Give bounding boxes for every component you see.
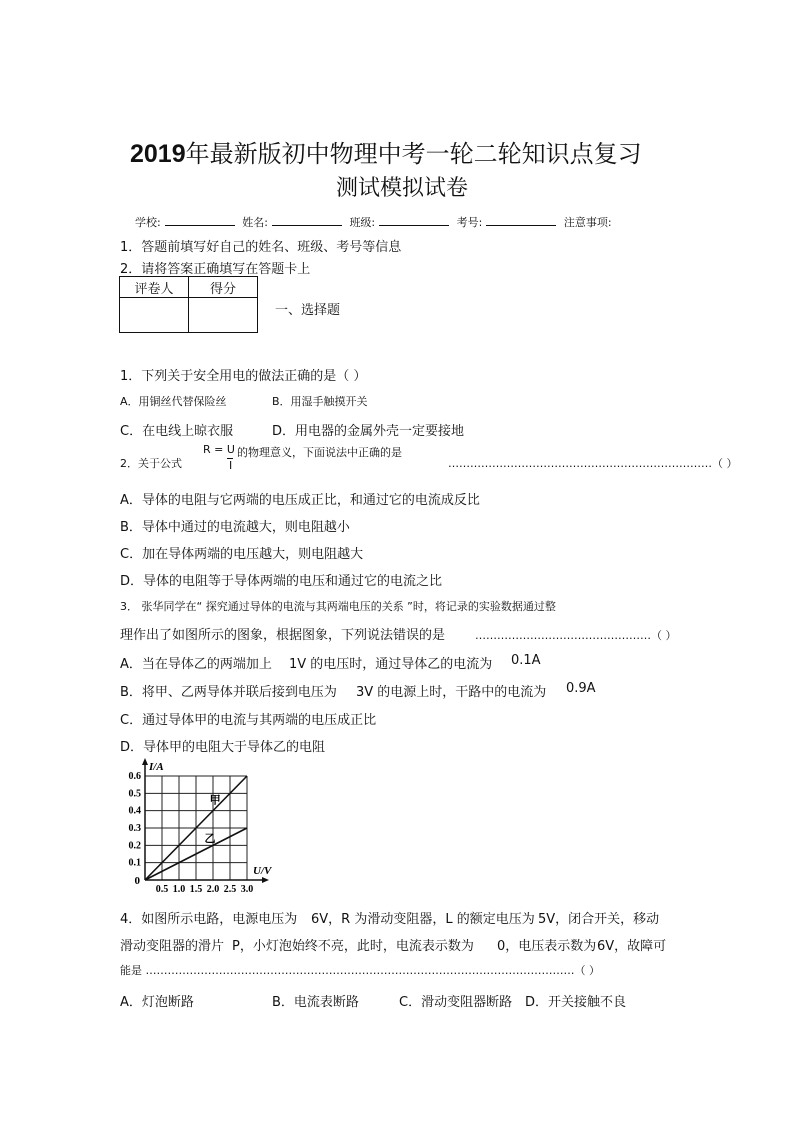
q3-stem-line1: 3． 张华同学在“ 探究通过导体的电流与其两端电压的关系 ”时，将记录的实验数据通过整 xyxy=(120,600,556,613)
x-tick-label: 3.0 xyxy=(240,884,254,895)
series-label-jia: 甲 xyxy=(209,793,221,807)
school-label: 学校: xyxy=(135,216,161,229)
section-heading: 一、选择题 xyxy=(275,303,341,318)
q1-option-c: C．在电线上晾衣服 xyxy=(120,424,234,439)
grader-cell[interactable] xyxy=(120,298,189,333)
x-tick-label: 2.0 xyxy=(206,884,220,895)
x-tick-label: 0.5 xyxy=(155,884,169,895)
q3-stem-line2: 理作出了如图所示的图象，根据图象，下列说法错误的是 xyxy=(120,628,446,643)
score-table xyxy=(119,276,258,333)
q1-option-b: B．用湿手触摸开关 xyxy=(272,395,368,408)
q1-stem: 1．下列关于安全用电的做法正确的是（ ） xyxy=(120,369,367,384)
q3-option-a-3: 0.1A xyxy=(511,653,541,668)
score-cell[interactable] xyxy=(189,298,258,333)
q2-prefix: 2．关于公式 xyxy=(120,457,182,470)
q4-option-c: C．滑动变阻器断路 xyxy=(399,995,513,1010)
origin-label: 0 xyxy=(134,875,140,887)
formula-numerator: R = U xyxy=(203,443,235,456)
title-year: 2019 xyxy=(130,140,186,168)
q3-option-c: C．通过导体甲的电流与其两端的电压成正比 xyxy=(120,713,377,728)
q4-line1-c: 5V，闭合开关，移动 xyxy=(538,912,660,927)
q3-option-d: D．导体甲的电阻大于导体乙的电阻 xyxy=(120,740,326,755)
q3-option-a-2: 1V 的电压时，通过导体乙的电流为 xyxy=(289,657,493,672)
q2-dots: ………………………………………………………………（ ） xyxy=(448,457,738,470)
y-tick-label: 0.6 xyxy=(128,771,141,782)
class-label: 班级: xyxy=(349,216,376,229)
q2-suffix: 的物理意义，下面说法中正确的是 xyxy=(237,446,402,459)
notes-label: 注意事项: xyxy=(563,216,612,229)
iv-graph xyxy=(115,758,285,898)
y-tick-label: 0.1 xyxy=(128,857,141,869)
x-tick-label: 1.5 xyxy=(189,884,203,895)
formula-denominator: I xyxy=(229,459,233,472)
name-label: 姓名: xyxy=(242,216,268,229)
y-tick-label: 0.4 xyxy=(128,805,141,817)
grader-header: 评卷人 xyxy=(120,277,189,298)
q3-option-a-1: A．当在导体乙的两端加上 xyxy=(120,657,272,672)
name-blank[interactable] xyxy=(272,215,342,226)
q2-option-a: A．导体的电阻与它两端的电压成正比，和通过它的电流成反比 xyxy=(120,493,480,508)
x-axis-arrow xyxy=(262,877,269,883)
q4-line2-d: 6V，故障可 xyxy=(597,939,667,954)
y-tick-label: 0.5 xyxy=(128,788,141,800)
score-header: 得分 xyxy=(189,277,258,298)
q4-option-a: A．灯泡断路 xyxy=(120,995,194,1010)
q4-option-d: D．开关接触不良 xyxy=(525,995,627,1010)
x-tick-label: 2.5 xyxy=(223,884,237,895)
page-title xyxy=(130,134,642,169)
class-blank[interactable] xyxy=(379,215,449,226)
series-label-yi: 乙 xyxy=(204,831,216,845)
info-line xyxy=(135,214,612,230)
q3-dots: …………………………………………（ ） xyxy=(475,629,677,642)
q3-option-b-1: B．将甲、乙两导体并联后接到电压为 xyxy=(120,685,337,700)
q1-option-d: D．用电器的金属外壳一定要接地 xyxy=(272,424,465,439)
q4-line3: 能是 ………………………………………………………………………………………………………（ ） xyxy=(120,964,600,977)
instruction-2: 2．请将答案正确填写在答题卡上 xyxy=(120,262,311,277)
q4-line2-c: 0，电压表示数为 xyxy=(497,939,597,954)
q4-option-b: B．电流表断路 xyxy=(272,995,359,1010)
formula xyxy=(203,443,235,472)
y-axis-label: I/A xyxy=(149,761,164,773)
q4-line1-b: 6V，R 为滑动变阻器，L 的额定电压为 xyxy=(311,912,535,927)
q4-line1-a: 4．如图所示电路，电源电压为 xyxy=(120,912,298,927)
q4-line2-a: 滑动变阻器的滑片 xyxy=(120,939,225,954)
school-blank[interactable] xyxy=(165,215,235,226)
q2-option-c: C．加在导体两端的电压越大，则电阻越大 xyxy=(120,547,364,562)
exam-no-label: 考号: xyxy=(456,216,483,229)
exam-no-blank[interactable] xyxy=(486,215,556,226)
y-tick-label: 0.2 xyxy=(128,840,141,852)
q1-option-a: A．用铜丝代替保险丝 xyxy=(120,395,227,408)
x-tick-label: 1.0 xyxy=(172,884,186,895)
instruction-1: 1．答题前填写好自己的姓名、班级、考号等信息 xyxy=(120,240,402,255)
q2-option-d: D．导体的电阻等于导体两端的电压和通过它的电流之比 xyxy=(120,574,443,589)
page-subtitle: 测试模拟试卷 xyxy=(336,176,469,201)
q2-option-b: B．导体中通过的电流越大，则电阻越小 xyxy=(120,520,350,535)
y-tick-label: 0.3 xyxy=(128,823,141,834)
x-axis-label: U/V xyxy=(253,865,272,877)
q3-option-b-2: 3V 的电源上时，干路中的电流为 xyxy=(356,685,547,700)
y-axis-arrow xyxy=(142,758,148,765)
title-text: 年最新版初中物理中考一轮二轮知识点复习 xyxy=(185,140,642,168)
q4-line2-b: P，小灯泡始终不亮，此时，电流表示数为 xyxy=(232,939,474,954)
q3-option-b-3: 0.9A xyxy=(566,681,596,696)
